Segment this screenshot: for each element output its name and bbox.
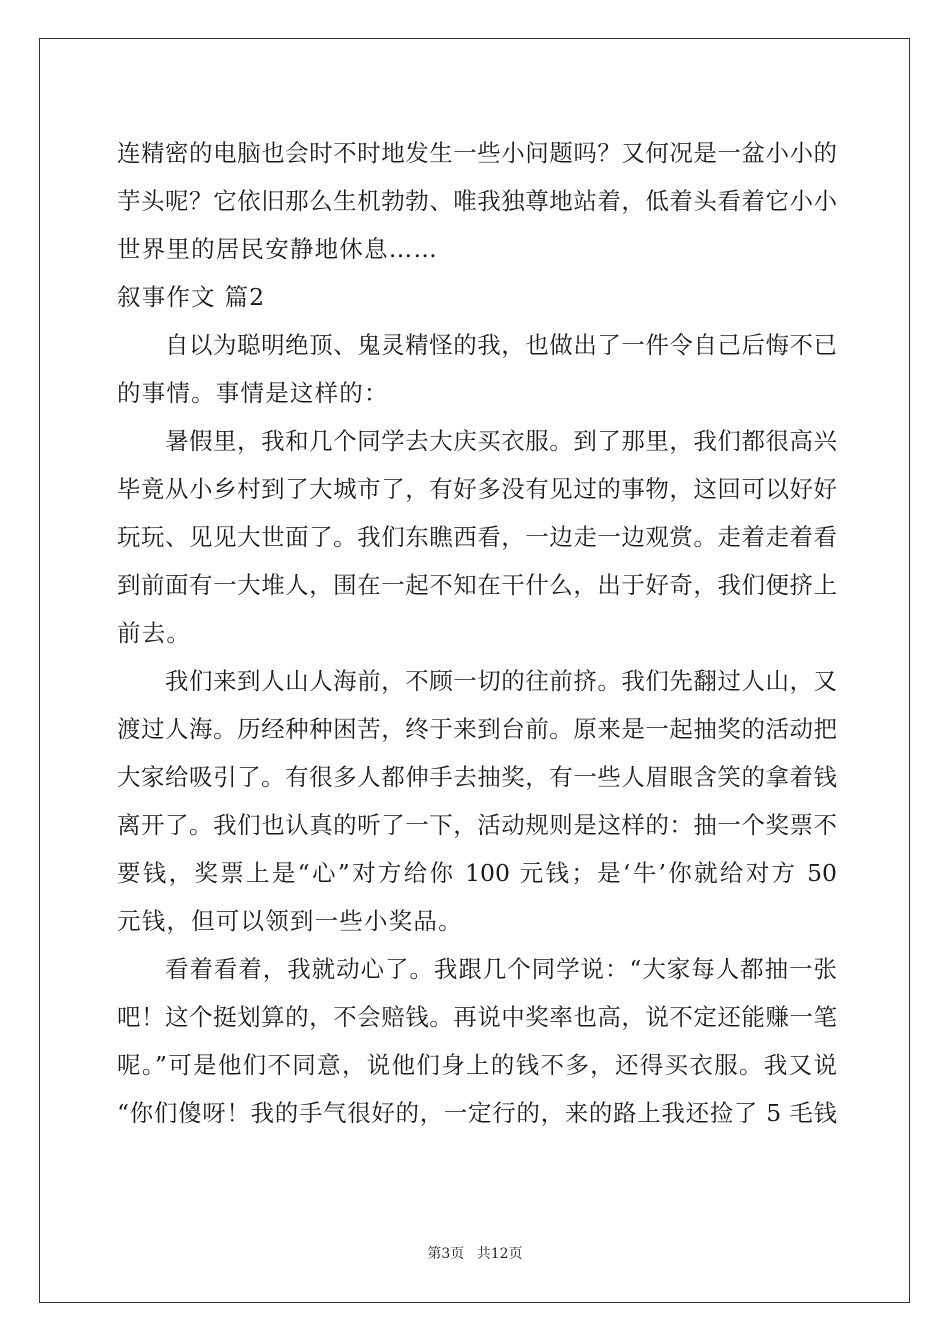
text-line-18: 看着看着，我就动心了。我跟几个同学说：“大家每人都抽一张 [165,955,837,983]
text-line-12: 我们来到人山人海前，不顾一切的往前挤。我们先翻过人山，又 [165,667,837,695]
text-line-11: 前去。 [117,619,192,647]
text-line-21: “你们傻呀！我的手气很好的，一定行的，来的路上我还捡了 5 毛钱 [117,1099,837,1127]
page-footer [0,1243,950,1263]
page-number: 第3页 [427,1246,465,1262]
text-line-1: 连精密的电脑也会时不时地发生一些小问题吗？又何况是一盆小小的 [117,139,837,167]
text-line-3: 世界里的居民安静地休息…… [117,235,439,263]
text-line-15: 离开了。我们也认真的听了一下，活动规则是这样的：抽一个奖票不 [117,811,837,839]
text-line-9: 玩玩、见见大世面了。我们东瞧西看，一边走一边观赏。走着走着看 [117,523,837,551]
text-line-5: 自以为聪明绝顶、鬼灵精怪的我，也做出了一件令自己后悔不已 [165,331,837,359]
text-line-2: 芋头呢？它依旧那么生机勃勃、唯我独尊地站着，低着头看着它小小 [117,187,837,215]
text-line-19: 吧！这个挺划算的，不会赔钱。再说中奖率也高，说不定还能赚一笔 [117,1003,837,1031]
section-heading: 叙事作文 篇2 [117,283,266,311]
text-line-16: 要钱，奖票上是“心”对方给你 100 元钱；是‘牛’你就给对方 50 [117,859,837,887]
document-body [117,129,837,1137]
text-line-14: 大家给吸引了。有很多人都伸手去抽奖，有一些人眉眼含笑的拿着钱 [117,763,837,791]
text-line-6: 的事情。事情是这样的： [117,379,389,407]
text-line-10: 到前面有一大堆人，围在一起不知在干什么，出于好奇，我们便挤上 [117,571,837,599]
text-line-17: 元钱，但可以领到一些小奖品。 [117,907,463,935]
text-line-20: 呢。”可是他们不同意，说他们身上的钱不多，还得买衣服。我又说 [117,1051,837,1079]
page-total: 共12页 [476,1246,523,1262]
text-line-7: 暑假里，我和几个同学去大庆买衣服。到了那里，我们都很高兴 [165,427,837,455]
text-line-8: 毕竟从小乡村到了大城市了，有好多没有见过的事物，这回可以好好 [117,475,837,503]
text-line-13: 渡过人海。历经种种困苦，终于来到台前。原来是一起抽奖的活动把 [117,715,837,743]
